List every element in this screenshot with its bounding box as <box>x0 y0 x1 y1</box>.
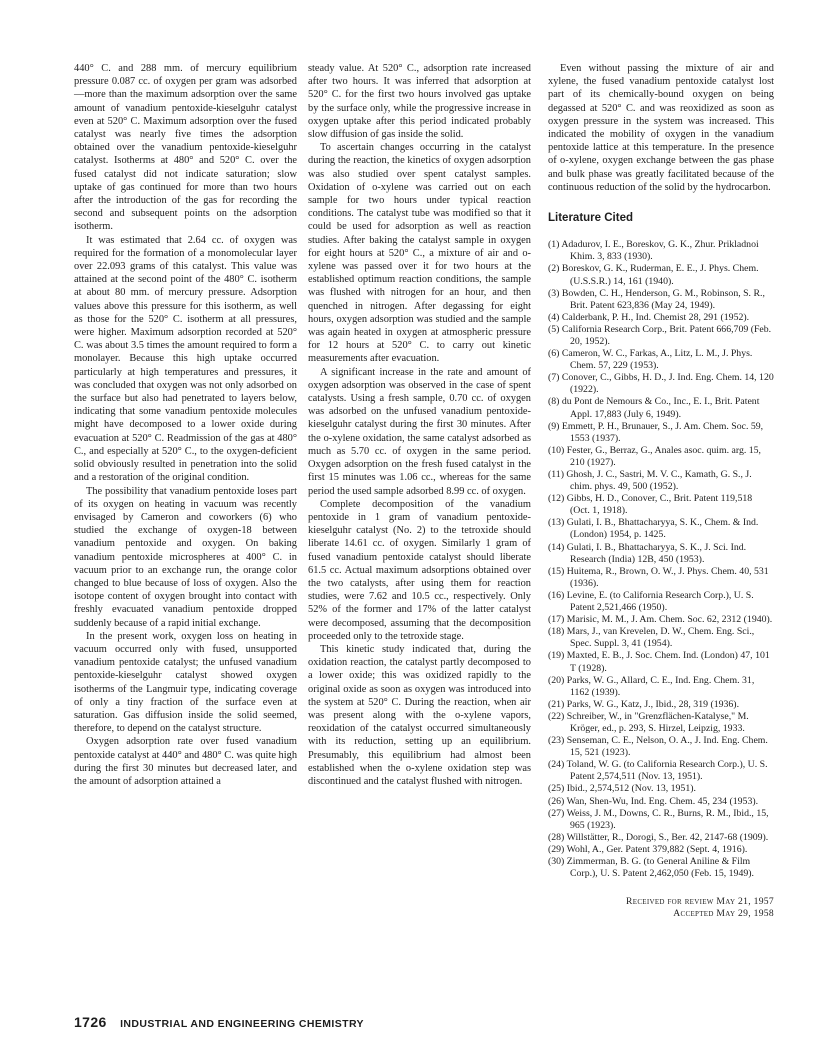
reference-item: (23) Senseman, C. E., Nelson, O. A., J. Ind. Eng. Chem. 15, 521 (1923). <box>548 735 768 759</box>
reference-item: (13) Gulati, I. B., Bhattacharyya, S. K., Chem. & Ind. (London) 1954, p. 1425. <box>548 517 759 541</box>
reference-item: (21) Parks, W. G., Katz, J., Ibid., 28, 319 (1936). <box>548 698 740 710</box>
reference-item: (24) Toland, W. G. (to California Research Corp.), U. S. Patent 2,574,511 (Nov. 13, 1951). <box>548 759 768 783</box>
reference-item: (19) Maxted, E. B., J. Soc. Chem. Ind. (London) 47, 101 T (1928). <box>548 650 770 674</box>
review-dates <box>548 896 774 920</box>
paragraph: This kinetic study indicated that, during the oxidation reaction, the catalyst partly decomposed to a lower oxide; this was oxidized rapidly to the original oxide as soon as oxygen was introduced into the system at 520° C. During the reaction, when air was present along with the o-xylene vapors, reoxidation of the catalyst occurred simultaneously with its reduction, setting up an equilibrium. Presumably, this equilibrium had almost been established when the o-xylene oxidation step was discontinued and the catalyst flushed with nitrogen. <box>308 643 531 787</box>
reference-item: (9) Emmett, P. H., Brunauer, S., J. Am. Chem. Soc. 59, 1553 (1937). <box>548 420 764 444</box>
paragraph: In the present work, oxygen loss on heating in vacuum occurred only with fused, unsupported vanadium pentoxide catalyst; the unfused vanadium pentoxide-kieselguhr catalyst showed oxygen isotherms of the Langmuir type, indicating coverage of only a tiny fraction of the surface even at saturation. Gas diffusion inside the solid seemed, therefore, to depend on the catalyst structure. <box>74 630 297 735</box>
reference-item: (10) Fester, G., Berraz, G., Anales asoc. quim. arg. 15, 210 (1927). <box>548 444 762 468</box>
reference-item: (16) Levine, E. (to California Research Corp.), U. S. Patent 2,521,466 (1950). <box>548 589 754 614</box>
text-column-2 <box>308 62 531 788</box>
reference-item: (6) Cameron, W. C., Farkas, A., Litz, L. M., J. Phys. Chem. 57, 229 (1953). <box>548 348 753 372</box>
paragraph: Complete decomposition of the vanadium pentoxide in 1 gram of vanadium pentoxide-kieselguhr catalyst (No. 2) to the tetroxide should liberate 14.61 cc. of oxygen. Similarly 1 gram of fused vanadium pentoxide catalyst should liberate 61.5 cc. Actual maximum adsorptions obtained over the two catalysts, after using them for reaction studies, were 7.62 and 10.5 cc., respectively. Only 52% of the former and 17% of the latter catalyst were decomposed, assuming that the decomposition proceeded only to the tetroxide stage. <box>308 498 531 642</box>
reference-item: (15) Huitema, R., Brown, O. W., J. Phys. Chem. 40, 531 (1936). <box>548 565 769 589</box>
reference-item: (4) Calderbank, P. H., Ind. Chemist 28, 291 (1952). <box>548 311 750 323</box>
reference-item: (22) Schreiber, W., in "Grenzflächen-Katalyse," M. Kröger, ed., p. 293, S. Hirzel, Leipzig, 1933. <box>548 710 749 734</box>
reference-item: (7) Conover, C., Gibbs, H. D., J. Ind. Eng. Chem. 14, 120 (1922). <box>548 372 774 396</box>
paragraph: Oxygen adsorption rate over fused vanadium pentoxide catalyst at 440° and 480° C. was quite high during the first 30 minutes but decreased later, and the amount of adsorption attained a <box>74 736 298 787</box>
reference-item: (5) California Research Corp., Brit. Patent 666,709 (Feb. 20, 1952). <box>548 323 772 347</box>
paragraph: Even without passing the mixture of air and xylene, the fused vanadium pentoxide catalyst lost part of its chemically-bound oxygen on being degassed at 520° C. and was reoxidized as soon as oxygen pressure in the system was increased. This indicated the mobility of oxygen in the vanadium pentoxide lattice at this temperature. In the presence of o-xylene, oxygen exchange between the gas phase and bulk phase was greatly facilitated because of the continuous reduction of the solid by the hydrocarbon. <box>548 63 774 193</box>
reference-item: (29) Wohl, A., Ger. Patent 379,882 (Sept. 4, 1916). <box>548 843 748 855</box>
reference-item: (28) Willstätter, R., Dorogi, S., Ber. 42, 2147-68 (1909). <box>548 831 769 843</box>
received-date: Received for review May 21, 1957 <box>626 896 774 908</box>
reference-item: (30) Zimmerman, B. G. (to General Aniline & Film Corp.), U. S. Patent 2,462,050 (Feb. 15, 1949). <box>548 856 754 880</box>
reference-item: (25) Ibid., 2,574,512 (Nov. 13, 1951). <box>548 783 696 795</box>
reference-item: (18) Mars, J., van Krevelen, D. W., Chem. Eng. Sci., Spec. Suppl. 3, 41 (1954). <box>548 626 755 650</box>
reference-item: (1) Adadurov, I. E., Boreskov, G. K., Zhur. Prikladnoi Khim. 3, 833 (1930). <box>548 239 759 263</box>
journal-name: INDUSTRIAL AND ENGINEERING CHEMISTRY <box>120 1018 364 1030</box>
section-heading: Literature Cited <box>548 212 633 225</box>
reference-item: (27) Weiss, J. M., Downs, C. R., Burns, R. M., Ibid., 15, 965 (1923). <box>548 807 769 831</box>
paragraph: A significant increase in the rate and amount of oxygen adsorption was observed in the case of spent catalysts. Using a fresh sample, 0.70 cc. of oxygen was adsorbed on the unfused vanadium pentoxide-kieselguhr catalyst during the first 30 minutes. After the o-xylene oxidation, the same catalyst adsorbed as much as 5.70 cc. of oxygen in the same period. Oxygen adsorption on the fresh fused catalyst in the first 15 minutes was 1.06 cc., whereas for the same period the used sample adsorbed 8.99 cc. of oxygen. <box>308 366 531 497</box>
reference-list <box>548 239 774 880</box>
paragraph: It was estimated that 2.64 cc. of oxygen was required for the formation of a monomolecular layer over 22.093 grams of this catalyst. This value was attained at the second point of the 480° C. isotherm at about 80 mm. of mercury pressure. Adsorption values above this pressure for this isotherm, as well as those for the 520° C. isotherm at all pressures, were higher. Maximum adsorption recorded at 520° C. was about 3.5 times the amount required to form a monolayer. Because this high uptake occurred particularly at high temperatures and pressures, it was concluded that oxygen was not only adsorbed on the surface but also had penetrated to layers below, indicating that some vanadium pentoxide molecules might have decomposed to a lower oxide during evacuation at 520° C. Readmission of the gas at 480° C., and especially at 520° C., to the oxygen-deficient solid obviously resulted in penetration into the solid and a restoration of the original condition. <box>74 234 297 484</box>
reference-item: (26) Wan, Shen-Wu, Ind. Eng. Chem. 45, 234 (1953). <box>548 795 759 807</box>
text-column-1 <box>74 62 297 788</box>
reference-item: (20) Parks, W. G., Allard, C. E., Ind. Eng. Chem. 31, 1162 (1939). <box>548 674 755 698</box>
accepted-date: Accepted May 29, 1958 <box>673 908 774 920</box>
reference-item: (12) Gibbs, H. D., Conover, C., Brit. Patent 119,518 (Oct. 1, 1918). <box>548 493 753 517</box>
reference-item: (17) Marisic, M. M., J. Am. Chem. Soc. 62, 2312 (1940). <box>548 614 773 626</box>
page-footer <box>74 1014 364 1030</box>
reference-item: (3) Bowden, C. H., Henderson, G. M., Robinson, S. R., Brit. Patent 623,836 (May 24, 1949). <box>548 287 765 311</box>
paragraph: To ascertain changes occurring in the catalyst during the reaction, the kinetics of oxygen adsorption was also studied over spent catalyst samples. Oxidation of o-xylene was carried out on each sample for two hours under typical reaction conditions. The catalyst tube was modified so that it could be used for adsorption as well as reaction studies. After baking the catalyst sample in oxygen for eight hours at 520° C., a mixture of air and o-xylene was passed over it for two hours at the established optimum reaction conditions, the sample was flushed with nitrogen for an hour, and then quenched in nitrogen. After degassing for eight hours, oxygen adsorption was studied and the sample was again heated in oxygen at atmospheric pressure for 12 hours at 520° C. to carry out kinetic measurements after evacuation. <box>308 142 531 365</box>
paragraph: 440° C. and 288 mm. of mercury equilibrium pressure 0.087 cc. of oxygen per gram was adsorbed—more than the maximum adsorption over the same amount of vanadium pentoxide-kieselguhr catalyst even at 520° C. Maximum adsorption over the fused catalyst was nearly five times the adsorption obtained over the vanadium pentoxide-kieselguhr catalyst. Isotherms at 480° and 520° C. over the fused catalyst did not indicate saturation; slow uptake of gas continued for more than two hours after the introduction of the gas for recording the second and subsequent points on the adsorption isotherm. <box>74 63 297 233</box>
paragraph: steady value. At 520° C., adsorption rate increased after two hours. It was inferred that adsorption at 520° C. for the first two hours involved gas uptake by the surface only, while the progressive increase in oxygen uptake after this period indicated probably slow diffusion of gas inside the solid. <box>308 63 531 141</box>
paragraph: The possibility that vanadium pentoxide loses part of its oxygen on heating in vacuum was recently envisaged by Cameron and coworkers (6) who studied the exchange of oxygen-18 between vanadium pentoxide and oxygen. On baking vanadium pentoxide microspheres at 400° C. in vacuum prior to an exchange run, the orange color changed to blue because of loss of oxygen. Also the isotope content of oxygen brought into contact with freshly evacuated vanadium pentoxide dropped suddenly because of a rapid initial exchange. <box>74 485 297 629</box>
text-column-3 <box>548 62 774 920</box>
page-number: 1726 <box>74 1014 107 1030</box>
reference-item: (8) du Pont de Nemours & Co., Inc., E. I., Brit. Patent Appl. 17,883 (July 6, 1949). <box>548 396 760 420</box>
reference-item: (11) Ghosh, J. C., Sastri, M. V. C., Kamath, G. S., J. chim. phys. 49, 500 (1952). <box>548 469 752 493</box>
reference-item: (2) Boreskov, G. K., Ruderman, E. E., J. Phys. Chem. (U.S.S.R.) 14, 161 (1940). <box>548 263 759 287</box>
reference-item: (14) Gulati, I. B., Bhattacharyya, S. K., J. Sci. Ind. Research (India) 12B, 450 (1953). <box>548 541 747 565</box>
